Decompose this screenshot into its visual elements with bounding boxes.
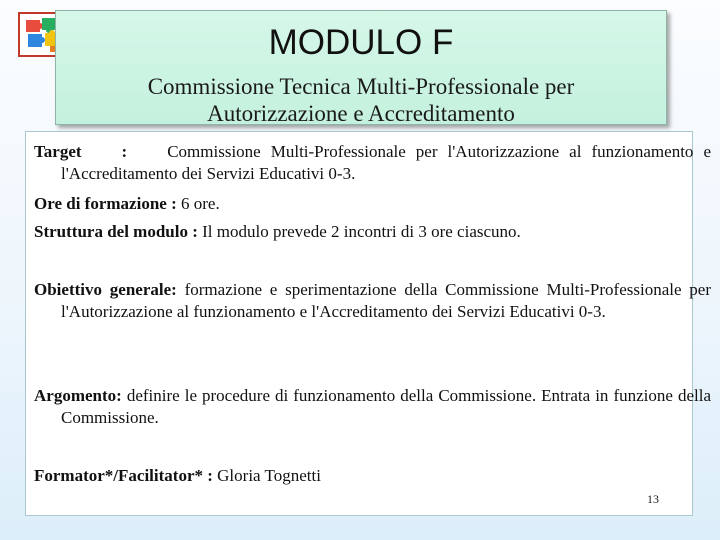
target-text: Commissione Multi-Professionale per l'Autorizzazione al funzionamento e l'Accreditamento dei Servizi Educativi 0-3. [61,142,711,183]
subtitle-line-2: Autorizzazione e Accreditamento [207,101,515,126]
ore-paragraph [34,193,711,215]
subtitle-line-1: Commissione Tecnica Multi-Professionale per [147,74,575,99]
formatori-paragraph [34,465,711,487]
struttura-label: Struttura del modulo : [34,222,198,241]
argomento-label: Argomento: [34,386,122,405]
obiettivo-text: formazione e sperimentazione della Commissione Multi-Professionale per l'Autorizzazione al funzionamento e l'Accreditamento dei Servizi Educativi 0-3. [61,280,712,321]
formatori-label: Formator*/Facilitator* : [34,466,213,485]
struttura-text: Il modulo prevede 2 incontri di 3 ore ciascuno. [202,222,521,241]
argomento-paragraph [34,385,711,429]
page-title: MODULO F [268,23,454,62]
struttura-paragraph [34,221,711,243]
target-label: Target [34,142,82,161]
content-panel [25,131,712,516]
target-separator: : [121,142,128,161]
obiettivo-label: Obiettivo generale: [34,280,177,299]
obiettivo-paragraph [34,279,711,323]
title-banner [55,10,667,125]
ore-label: Ore di formazione : [34,194,177,213]
argomento-text: definire le procedure di funzionamento della Commissione. Entrata in funzione della Commissione. [61,386,712,427]
page-number: 13 [647,492,659,506]
target-paragraph [34,141,711,185]
formatori-text: Gloria Tognetti [217,466,321,485]
ore-text: 6 ore. [180,194,220,213]
